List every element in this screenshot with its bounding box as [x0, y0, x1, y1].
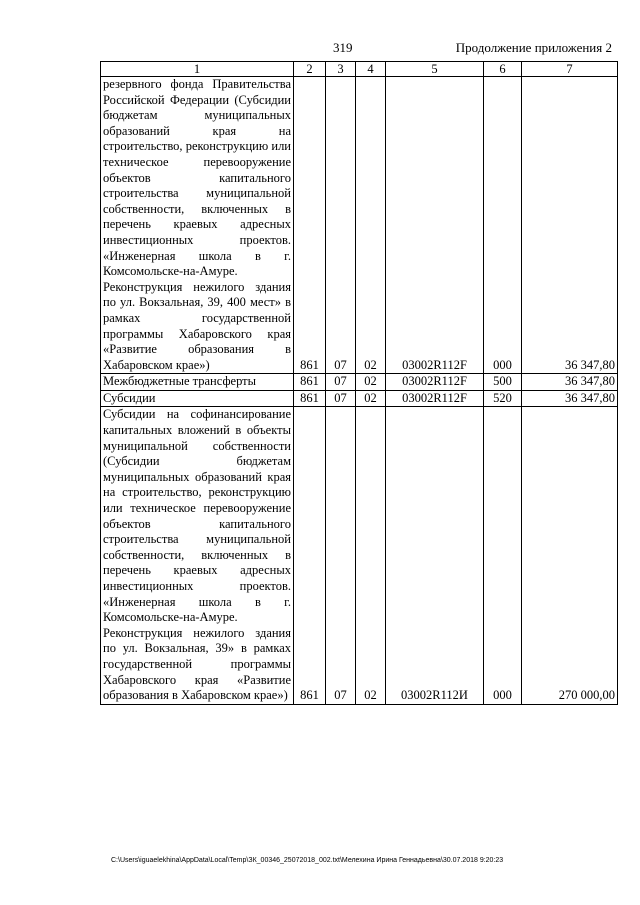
budget-table	[100, 61, 618, 705]
amount-cell: 270 000,00	[522, 407, 618, 704]
footer-file-path: C:\Users\iguaelekhina\AppData\Local\Temp\ЗК_00346_25072018_002.txt\Мелехина Ирина Геннадьевна\30.07.2018 9:20:23	[111, 857, 504, 864]
ministry-code-cell: 861	[294, 390, 326, 407]
row-name-cell: Субсидии	[101, 390, 294, 407]
column-header: 2	[294, 62, 326, 77]
target-code-cell: 03002R112F	[386, 77, 484, 374]
row-name-cell: Субсидии на софинансирование капитальных вложений в объекты муниципальной собственности (Субсидии бюджетам муниципальных образований края на строительство, реконструкцию или техническое перевооружение объектов капитального строительства муниципальной собственности, включенных в перечень краевых адресных инвестиционных проектов. «Инженерная школа в г. Комсомольске-на-Амуре. Реконструкция нежилого здания по ул. Вокзальная, 39» в рамках государственной программы Хабаровского края «Развитие образования в Хабаровском крае»)	[101, 407, 294, 704]
target-code-cell: 03002R112F	[386, 374, 484, 391]
subsection-code-cell: 02	[356, 374, 386, 391]
expense-type-cell: 000	[484, 407, 522, 704]
section-code-cell: 07	[326, 374, 356, 391]
table-header-row	[101, 62, 618, 77]
column-header: 5	[386, 62, 484, 77]
table-row	[101, 407, 618, 704]
expense-type-cell: 520	[484, 390, 522, 407]
expense-type-cell: 000	[484, 77, 522, 374]
target-code-cell: 03002R112F	[386, 390, 484, 407]
page-number: 319	[333, 40, 353, 55]
table-row	[101, 390, 618, 407]
row-name-cell: Межбюджетные трансферты	[101, 374, 294, 391]
table-row	[101, 374, 618, 391]
column-header: 6	[484, 62, 522, 77]
table-row	[101, 77, 618, 374]
continuation-label: Продолжение приложения 2	[455, 40, 612, 55]
row-name-cell: резервного фонда Правительства Российской Федерации (Субсидии бюджетам муниципальных образований края на строительство, реконструкцию или техническое перевооружение объектов капитального строительства муниципальной собственности, включенных в перечень краевых адресных инвестиционных проектов. «Инженерная школа в г. Комсомольске-на-Амуре. Реконструкция нежилого здания по ул. Вокзальная, 39, 400 мест» в рамках государственной программы Хабаровского края «Развитие образования в Хабаровском крае»)	[101, 77, 294, 374]
section-code-cell: 07	[326, 390, 356, 407]
ministry-code-cell: 861	[294, 77, 326, 374]
ministry-code-cell: 861	[294, 407, 326, 704]
subsection-code-cell: 02	[356, 407, 386, 704]
amount-cell: 36 347,80	[522, 390, 618, 407]
section-code-cell: 07	[326, 77, 356, 374]
ministry-code-cell: 861	[294, 374, 326, 391]
amount-cell: 36 347,80	[522, 77, 618, 374]
subsection-code-cell: 02	[356, 77, 386, 374]
column-header: 7	[522, 62, 618, 77]
column-header: 3	[326, 62, 356, 77]
column-header: 1	[101, 62, 294, 77]
column-header: 4	[356, 62, 386, 77]
amount-cell: 36 347,80	[522, 374, 618, 391]
expense-type-cell: 500	[484, 374, 522, 391]
subsection-code-cell: 02	[356, 390, 386, 407]
section-code-cell: 07	[326, 407, 356, 704]
target-code-cell: 03002R112И	[386, 407, 484, 704]
